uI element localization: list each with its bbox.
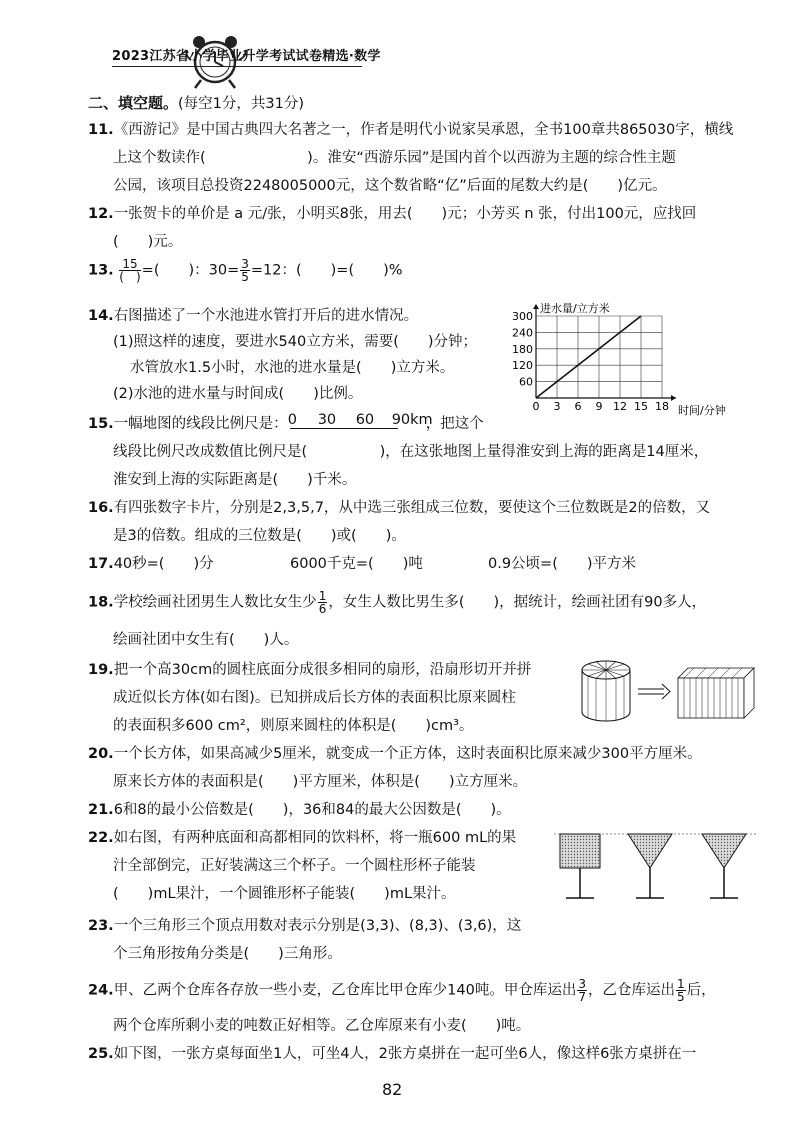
question-23-line-2: 个三角形按角分类是( )三角形。 bbox=[113, 946, 342, 962]
question-text: 有四张数字卡片，分别是2,3,5,7，从中选三张组成三位数，要使这个三位数既是2的倍数，又 bbox=[113, 500, 711, 516]
question-23-line-1 bbox=[88, 914, 521, 935]
question-text: =12：( )=( )% bbox=[250, 262, 403, 279]
header-rule bbox=[112, 66, 362, 67]
question-number: 19. bbox=[88, 662, 114, 678]
y-tick-label: 120 bbox=[512, 359, 533, 373]
fraction-denominator: 7 bbox=[578, 990, 587, 1004]
question-22-line-1 bbox=[88, 826, 516, 847]
question-text: ，乙仓库运出 bbox=[588, 982, 676, 999]
question-text: 6和8的最小公倍数是( )，36和84的最大公因数是( )。 bbox=[113, 802, 511, 818]
scale-label: 90km bbox=[391, 412, 433, 428]
question-17-line-1 bbox=[88, 552, 214, 573]
question-text: 学校绘画社团男生人数比女生少 bbox=[113, 594, 317, 611]
y-axis-label: 进水量/立方米 bbox=[540, 302, 610, 315]
question-text: 甲、乙两个仓库各存放一些小麦，乙仓库比甲仓库少140吨。甲仓库运出 bbox=[113, 982, 577, 999]
question-text: 一个三角形三个顶点用数对表示分别是(3,3)、(8,3)、(3,6)，这 bbox=[113, 918, 522, 934]
y-tick-label: 60 bbox=[519, 375, 533, 389]
cylinder-figure bbox=[582, 661, 630, 721]
question-number: 13. bbox=[88, 262, 114, 279]
scale-line bbox=[290, 428, 398, 429]
fraction bbox=[119, 258, 140, 283]
section-title: 二、填空题。 bbox=[88, 94, 179, 112]
scale-label: 60 bbox=[355, 412, 375, 428]
cone-cup-icon bbox=[628, 834, 672, 898]
question-18-line-2: 绘画社团中女生有( )人。 bbox=[113, 632, 299, 648]
question-15-line-2: 线段比例尺改成数值比例尺是( )，在这张地图上量得淮安到上海的距离是14厘米， bbox=[113, 444, 709, 460]
fraction bbox=[318, 590, 328, 615]
question-number: 11. bbox=[88, 122, 114, 138]
question-11-line-3: 公园，该项目总投资2248005000元，这个数省略“亿”后面的尾数大约是( )亿元。 bbox=[113, 178, 667, 194]
fraction-denominator: 6 bbox=[318, 602, 327, 616]
fraction-denominator: 5 bbox=[241, 270, 249, 284]
question-14-line-2: (1)照这样的速度，要进水540立方米，需要( )分钟； bbox=[113, 334, 478, 350]
fraction-numerator: 3 bbox=[578, 977, 587, 991]
question-text: 一个长方体，如果高减少5厘米，就变成一个正方体，这时表面积比原来减少300平方厘米。 bbox=[113, 746, 702, 762]
question-text: 右图描述了一个水池进水管打开后的进水情况。 bbox=[113, 308, 419, 324]
question-14-line-3: 水管放水1.5小时，水池的进水量是( )立方米。 bbox=[130, 360, 455, 376]
fraction bbox=[577, 978, 587, 1003]
question-text: 一幅地图的线段比例尺是： bbox=[113, 416, 288, 432]
fraction bbox=[676, 978, 686, 1003]
question-text: =( )：30= bbox=[141, 262, 240, 279]
question-16-line-1 bbox=[88, 496, 710, 517]
cone-cup-icon bbox=[702, 834, 746, 898]
series-line bbox=[536, 316, 641, 398]
water-inflow-chart bbox=[500, 300, 770, 420]
question-text: 把一个高30cm的圆柱底面分成很多相同的扇形，沿扇形切开并拼 bbox=[113, 662, 532, 678]
x-tick-label: 12 bbox=[613, 400, 627, 413]
x-axis-label: 时间/分钟 bbox=[678, 404, 726, 417]
question-number: 23. bbox=[88, 918, 114, 934]
question-text: ，把这个 bbox=[425, 416, 484, 432]
question-number: 16. bbox=[88, 500, 114, 516]
question-text: 后， bbox=[686, 982, 716, 999]
question-11-line-2: 上这个数读作( )。淮安“西游乐园”是国内首个以西游为主题的综合性主题 bbox=[113, 150, 676, 166]
page-number: 82 bbox=[382, 1080, 403, 1099]
section-note: (每空1分，共31分) bbox=[178, 96, 305, 112]
x-tick-label: 0 bbox=[532, 400, 540, 413]
fraction-denominator: ( ) bbox=[119, 270, 141, 284]
question-text: ，女生人数比男生多( )，据统计，绘画社团有90多人， bbox=[328, 594, 707, 611]
question-number: 17. bbox=[88, 556, 114, 572]
question-16-line-2: 是3的倍数。组成的三位数是( )或( )。 bbox=[113, 528, 406, 544]
question-20-line-2: 原来长方体的表面积是( )平方厘米，体积是( )立方厘米。 bbox=[113, 774, 528, 790]
question-17-part-3: 0.9公顷=( )平方米 bbox=[488, 556, 637, 572]
question-19-line-1 bbox=[88, 658, 531, 679]
question-22-line-3: ( )mL果汁，一个圆锥形杯子能装( )mL果汁。 bbox=[113, 886, 456, 902]
question-text: 如下图，一张方桌每面坐1人，可坐4人，2张方桌拼在一起可坐6人，像这样6张方桌拼在一 bbox=[113, 1046, 697, 1062]
question-19-line-3: 的表面积多600 cm²，则原来圆柱的体积是( )cm³。 bbox=[113, 718, 474, 734]
fraction-numerator: 1 bbox=[677, 977, 685, 991]
question-22-line-2: 汁全部倒完，正好装满这三个杯子。一个圆柱形杯子能装 bbox=[113, 858, 476, 874]
question-14-line-4: (2)水池的进水量与时间成( )比例。 bbox=[113, 386, 363, 402]
question-number: 14. bbox=[88, 308, 114, 324]
question-12-line-2: ( )元。 bbox=[113, 234, 183, 250]
question-number: 12. bbox=[88, 206, 114, 222]
question-18-line-1 bbox=[88, 590, 706, 615]
question-text: 一张贺卡的单价是 a 元/张，小明买8张，用去( )元；小芳买 n 张，付出100元，应找回 bbox=[113, 206, 697, 222]
x-tick-label: 3 bbox=[553, 400, 561, 413]
y-tick-label: 300 bbox=[512, 310, 533, 323]
fraction bbox=[240, 258, 250, 283]
question-number: 18. bbox=[88, 594, 114, 611]
x-tick-label: 18 bbox=[655, 400, 669, 413]
x-tick-label: 6 bbox=[574, 400, 582, 413]
header-title: 2023江苏省小学毕业升学考试试卷精选·数学 bbox=[112, 49, 381, 64]
question-text: 如右图，有两种底面和高都相同的饮料杯，将一瓶600 mL的果 bbox=[113, 830, 517, 846]
question-25-line-1 bbox=[88, 1042, 696, 1063]
question-number: 25. bbox=[88, 1046, 114, 1062]
fraction-denominator: 5 bbox=[677, 990, 685, 1004]
cuboid-figure bbox=[678, 668, 754, 718]
fraction-numerator: 15 bbox=[119, 258, 140, 271]
double-arrow-icon bbox=[638, 684, 670, 699]
fraction-numerator: 1 bbox=[318, 589, 327, 603]
question-15-line-3: 淮安到上海的实际距离是( )千米。 bbox=[113, 472, 357, 488]
question-24-line-1 bbox=[88, 978, 716, 1003]
question-12-line-1 bbox=[88, 202, 696, 223]
question-number: 24. bbox=[88, 982, 114, 999]
question-21-line-1 bbox=[88, 798, 511, 819]
question-number: 15. bbox=[88, 416, 114, 432]
question-number: 21. bbox=[88, 802, 114, 818]
y-tick-label: 240 bbox=[512, 326, 533, 340]
question-11-line-1 bbox=[88, 118, 733, 139]
question-number: 20. bbox=[88, 746, 114, 762]
question-19-line-2: 成近似长方体(如右图)。已知拼成后长方体的表面积比原来圆柱 bbox=[113, 690, 516, 706]
cylinder-to-cuboid-figure bbox=[578, 656, 758, 726]
scale-label: 0 bbox=[287, 412, 297, 428]
section-heading bbox=[88, 92, 304, 113]
fraction-numerator: 3 bbox=[241, 257, 249, 271]
question-number: 22. bbox=[88, 830, 114, 846]
question-14-line-1 bbox=[88, 304, 418, 325]
question-20-line-1 bbox=[88, 742, 702, 763]
x-axis-arrow bbox=[671, 395, 676, 401]
scale-bar bbox=[287, 412, 433, 430]
y-tick-label: 180 bbox=[512, 342, 533, 356]
question-13-line-1 bbox=[88, 258, 403, 283]
scale-label: 30 bbox=[317, 412, 337, 428]
x-tick-label: 15 bbox=[634, 400, 648, 413]
question-15-line-1 bbox=[88, 412, 484, 433]
y-axis-arrow bbox=[533, 304, 539, 309]
question-24-line-2: 两个仓库所剩小麦的吨数正好相等。乙仓库原来有小麦( )吨。 bbox=[113, 1018, 531, 1034]
drink-cups-figure bbox=[552, 826, 762, 906]
x-tick-label: 9 bbox=[595, 400, 603, 413]
question-text: 40秒=( )分 bbox=[113, 556, 214, 572]
cylinder-cup-icon bbox=[560, 834, 600, 898]
question-17-part-2: 6000千克=( )吨 bbox=[290, 556, 423, 572]
question-text: 《西游记》是中国古典四大名著之一，作者是明代小说家吴承恩，全书100章共865030字，横线 bbox=[113, 122, 734, 138]
